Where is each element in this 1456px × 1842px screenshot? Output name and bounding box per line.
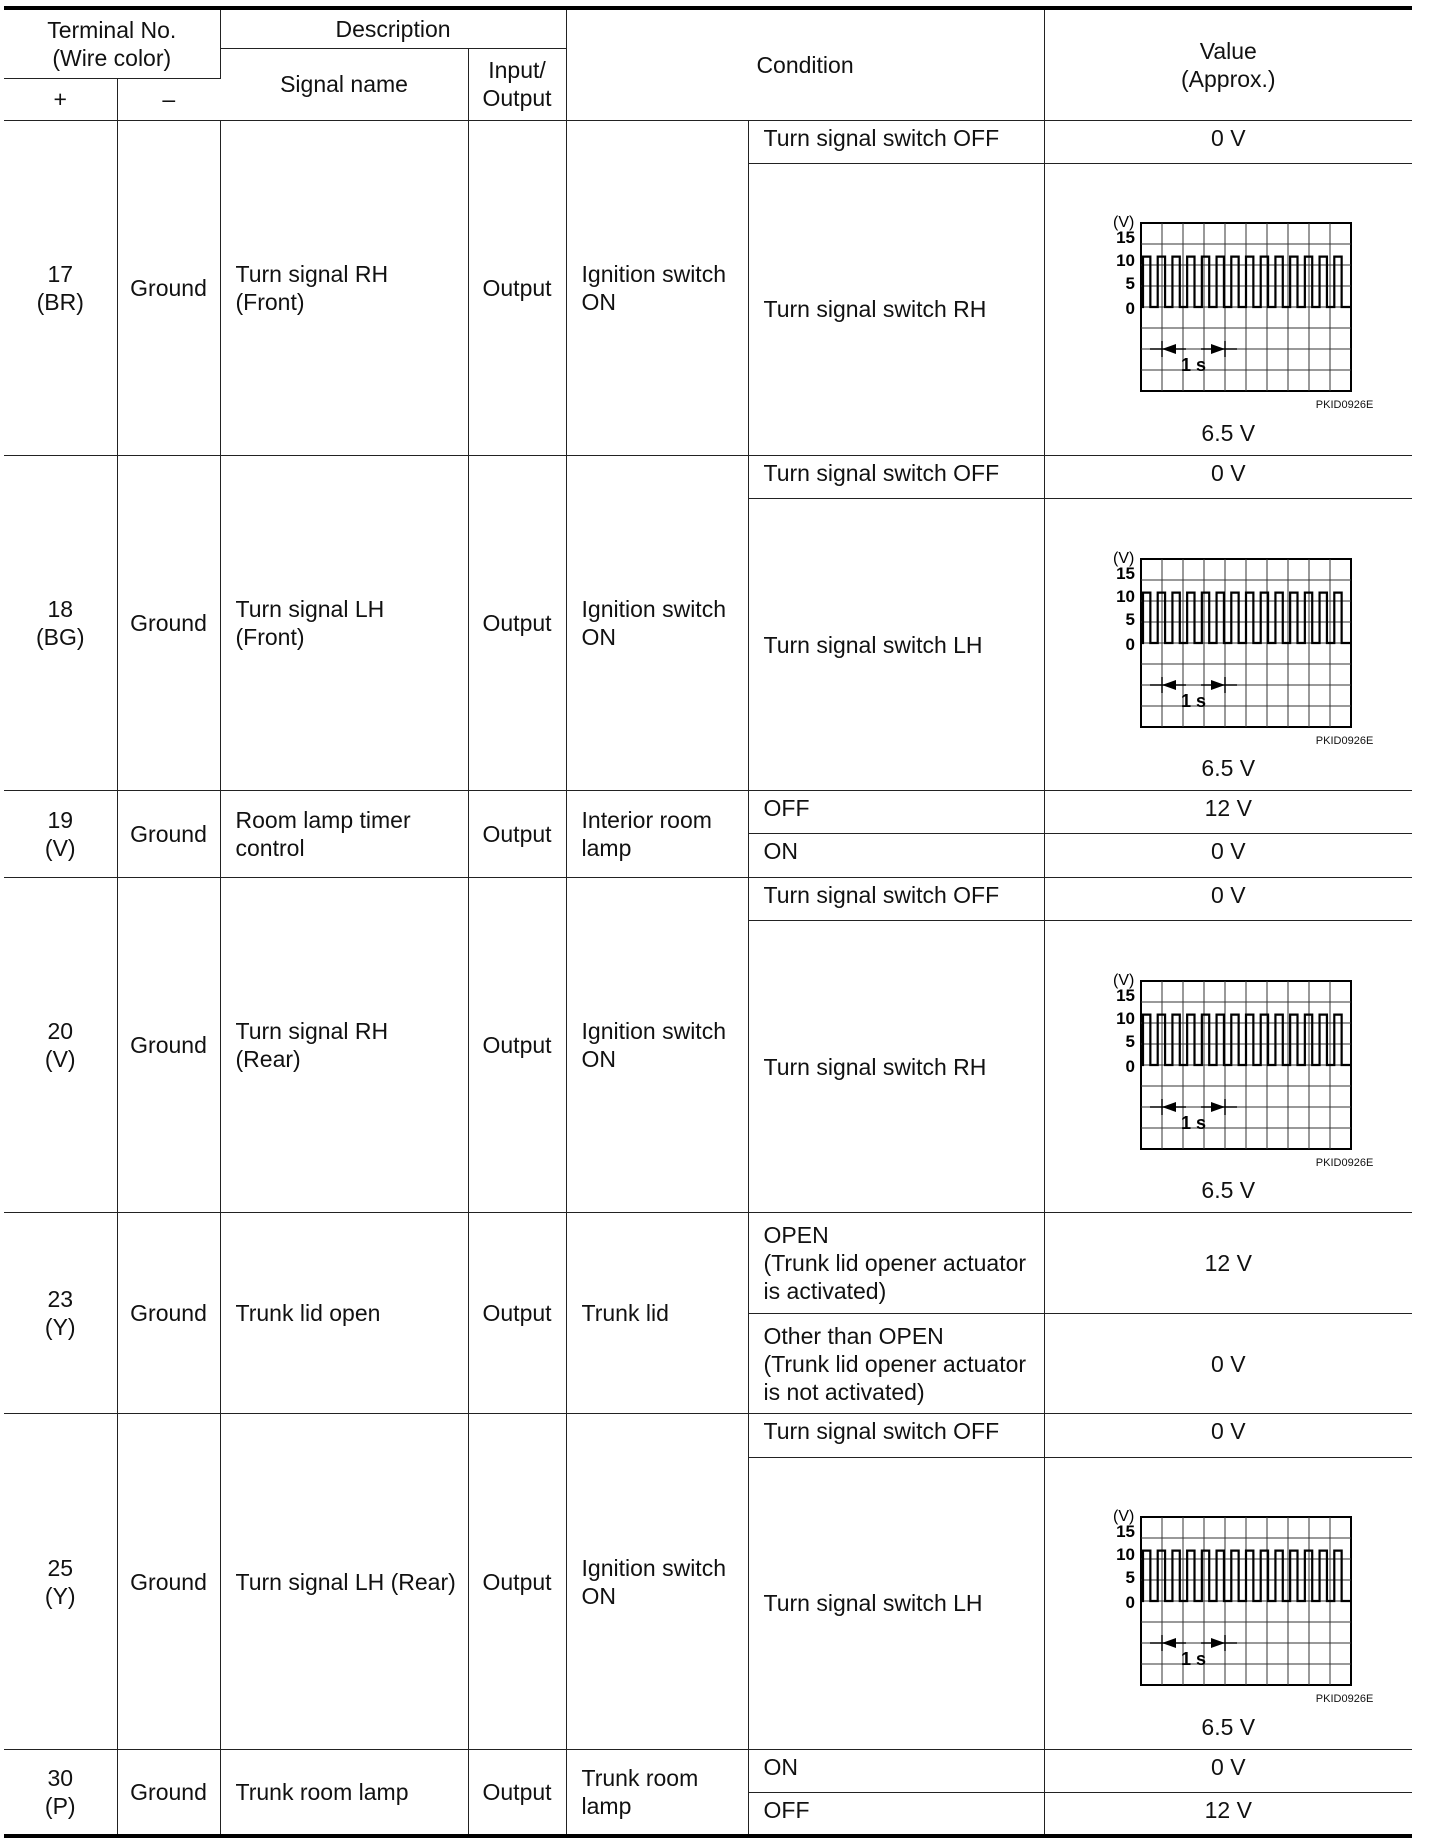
time-scale-arrowhead [1211, 680, 1225, 690]
condition-detail-cell [748, 1313, 1044, 1414]
signal-name-cell [220, 1414, 468, 1749]
condition-detail-text: Turn signal switch OFF [763, 459, 1000, 486]
wire-color: (BG) [35, 623, 85, 650]
value-text: 6.5 V [1201, 755, 1256, 782]
waveform-y-tick-label: 15 [1116, 985, 1136, 1005]
table-row [4, 1749, 1412, 1792]
condition-detail-cell [748, 834, 1044, 877]
terminal-number: 19 [47, 806, 74, 833]
time-scale-arrowhead [1162, 344, 1176, 354]
waveform-time-label: 1 s [1181, 690, 1207, 711]
value-cell [1044, 1414, 1412, 1457]
wire-color: (V) [44, 834, 76, 861]
waveform-signal-trace [1141, 1014, 1351, 1064]
condition-main-cell [566, 455, 748, 790]
input-output-text: Output [482, 609, 552, 636]
input-output-text: Output [482, 1778, 552, 1805]
waveform-y-tick-label: 5 [1125, 1568, 1136, 1588]
value-cell [1044, 921, 1412, 1213]
waveform-figure-code: PKID0926E [1315, 1156, 1374, 1169]
value-text: 0 V [1211, 838, 1246, 865]
waveform-time-label: 1 s [1181, 355, 1207, 376]
waveform-y-tick-label: 15 [1116, 563, 1136, 583]
ground-label: Ground [130, 1300, 207, 1327]
condition-detail-text: Other than OPEN (Trunk lid opener actuator is not activated) [763, 1322, 1027, 1405]
time-scale-arrowhead [1211, 344, 1225, 354]
condition-main-text: Ignition switch [581, 1554, 726, 1581]
waveform-y-tick-label: 0 [1125, 1593, 1136, 1613]
header-terminal-no-label: Terminal No. [47, 16, 177, 43]
condition-detail-text: OPEN (Trunk lid opener actuator is activated) [763, 1221, 1027, 1304]
header-terminal-no [4, 8, 220, 78]
condition-detail-text: Turn signal switch OFF [763, 124, 1000, 151]
table-header [4, 8, 1412, 120]
ground-cell [117, 1749, 220, 1836]
condition-detail-text: Turn signal switch LH [763, 631, 983, 658]
waveform-figure-code: PKID0926E [1315, 1693, 1374, 1706]
value-text: 6.5 V [1201, 419, 1256, 446]
waveform-signal-trace [1141, 592, 1351, 642]
time-scale-arrowhead [1211, 1638, 1225, 1648]
input-output-text: Output [482, 1300, 552, 1327]
waveform-y-tick-label: 10 [1116, 586, 1136, 606]
waveform-y-tick-label: 0 [1125, 299, 1136, 319]
condition-main-text: Trunk lid [581, 1300, 669, 1327]
value-text: 12 V [1204, 795, 1252, 822]
value-text: 6.5 V [1201, 1713, 1256, 1740]
header-approx-label: (Approx.) [1180, 65, 1276, 92]
waveform-unit-label: (V) [1113, 1509, 1135, 1526]
value-cell [1044, 1793, 1412, 1836]
value-text: 0 V [1211, 1753, 1246, 1780]
table-row [4, 455, 1412, 498]
condition-main-text: lamp [581, 834, 632, 861]
input-output-cell [468, 120, 566, 455]
input-output-text: Output [482, 1031, 552, 1058]
condition-detail-cell [748, 1749, 1044, 1792]
input-output-text: Output [482, 274, 552, 301]
signal-name-text: Room lamp timer [235, 806, 411, 833]
signal-name-cell [220, 877, 468, 1212]
time-scale-arrowhead [1162, 680, 1176, 690]
waveform-figure [1083, 215, 1373, 412]
signal-name-text: Turn signal LH (Rear) [235, 1568, 456, 1595]
condition-main-text: Trunk room [581, 1764, 699, 1791]
terminal-number-cell [4, 1213, 117, 1414]
condition-main-cell [566, 1213, 748, 1414]
condition-detail-cell [748, 499, 1044, 791]
value-cell [1044, 1313, 1412, 1414]
wire-color: (P) [44, 1792, 76, 1819]
condition-detail-text: Turn signal switch RH [763, 296, 987, 323]
input-output-cell [468, 791, 566, 878]
waveform-figure [1083, 973, 1373, 1170]
waveform-y-tick-label: 0 [1125, 1056, 1136, 1076]
header-wire-color-label: (Wire color) [52, 44, 172, 71]
value-text: 0 V [1211, 881, 1246, 908]
input-output-text: Output [482, 1568, 552, 1595]
header-condition: Condition [566, 8, 1044, 120]
condition-detail-text: ON [763, 1753, 799, 1780]
turn-signal-waveform-chart [1103, 551, 1353, 731]
header-signal-name: Signal name [220, 48, 468, 120]
ground-label: Ground [130, 1568, 207, 1595]
waveform-figure-code: PKID0926E [1315, 399, 1374, 412]
terminal-number: 23 [47, 1286, 74, 1313]
value-cell [1044, 163, 1412, 455]
signal-name-text: Turn signal LH (Front) [235, 595, 385, 650]
ground-cell [117, 120, 220, 455]
waveform-y-tick-label: 5 [1125, 274, 1136, 294]
condition-main-text: Ignition switch [581, 260, 726, 287]
header-input-output [468, 48, 566, 120]
waveform-figure [1083, 1509, 1373, 1706]
signal-name-text: Trunk room lamp [235, 1778, 409, 1805]
condition-detail-cell [748, 120, 1044, 163]
ground-label: Ground [130, 1031, 207, 1058]
condition-detail-cell [748, 163, 1044, 455]
input-output-cell [468, 1213, 566, 1414]
terminal-number: 25 [47, 1554, 74, 1581]
value-text: 0 V [1211, 1418, 1246, 1445]
input-output-cell [468, 455, 566, 790]
value-text: 6.5 V [1201, 1177, 1256, 1204]
input-output-cell [468, 877, 566, 1212]
value-text: 12 V [1204, 1797, 1252, 1824]
condition-detail-cell [748, 1793, 1044, 1836]
condition-main-cell [566, 120, 748, 455]
condition-main-text: Ignition switch [581, 1017, 726, 1044]
terminal-number-cell [4, 1749, 117, 1836]
header-minus: – [117, 78, 220, 120]
waveform-time-label: 1 s [1181, 1649, 1207, 1670]
condition-detail-text: Turn signal switch LH [763, 1590, 983, 1617]
condition-main-cell [566, 1414, 748, 1749]
terminal-number: 20 [47, 1017, 74, 1044]
terminal-number-cell [4, 120, 117, 455]
value-text: 0 V [1211, 459, 1246, 486]
signal-name-text: (Front) [235, 288, 305, 315]
condition-detail-text: OFF [763, 1797, 810, 1824]
condition-detail-text: Turn signal switch RH [763, 1053, 987, 1080]
condition-detail-text: ON [763, 838, 799, 865]
waveform-y-tick-label: 10 [1116, 1008, 1136, 1028]
value-cell [1044, 1213, 1412, 1314]
condition-detail-text: OFF [763, 795, 810, 822]
table-row [4, 1414, 1412, 1457]
value-text: 12 V [1204, 1249, 1252, 1276]
wire-color: (BR) [36, 288, 84, 315]
header-description: Description [220, 8, 566, 48]
waveform-y-tick-label: 0 [1125, 634, 1136, 654]
time-scale-arrowhead [1162, 1102, 1176, 1112]
terminal-number-cell [4, 877, 117, 1212]
value-cell [1044, 120, 1412, 163]
ground-label: Ground [130, 609, 207, 636]
waveform-unit-label: (V) [1113, 215, 1135, 232]
terminal-value-table [4, 6, 1412, 1838]
value-cell [1044, 877, 1412, 920]
waveform-time-label: 1 s [1181, 1112, 1207, 1133]
condition-detail-cell [748, 455, 1044, 498]
signal-name-cell [220, 1213, 468, 1414]
wire-color: (V) [44, 1045, 76, 1072]
waveform-figure [1083, 551, 1373, 748]
value-cell [1044, 791, 1412, 834]
waveform-y-tick-label: 15 [1116, 228, 1136, 248]
terminal-number-cell [4, 455, 117, 790]
wire-color: (Y) [44, 1582, 76, 1609]
ground-label: Ground [130, 820, 207, 847]
turn-signal-waveform-chart [1103, 1509, 1353, 1689]
table-row [4, 120, 1412, 163]
header-input-label: Input/ [488, 56, 546, 83]
condition-detail-cell [748, 921, 1044, 1213]
waveform-y-tick-label: 5 [1125, 609, 1136, 629]
waveform-y-tick-label: 5 [1125, 1031, 1136, 1051]
table-row [4, 791, 1412, 834]
ground-cell [117, 455, 220, 790]
signal-name-cell [220, 120, 468, 455]
turn-signal-waveform-chart [1103, 973, 1353, 1153]
terminal-number: 17 [47, 260, 74, 287]
signal-name-cell [220, 455, 468, 790]
condition-main-text: lamp [581, 1792, 632, 1819]
condition-main-cell [566, 877, 748, 1212]
input-output-cell [468, 1749, 566, 1836]
condition-detail-cell [748, 877, 1044, 920]
condition-main-text: Interior room [581, 806, 712, 833]
header-value [1044, 8, 1412, 120]
terminal-number: 18 [47, 595, 74, 622]
table-body [4, 120, 1412, 1836]
waveform-signal-trace [1141, 1551, 1351, 1601]
header-value-label: Value [1199, 37, 1257, 64]
signal-name-text: control [235, 834, 305, 861]
value-cell [1044, 455, 1412, 498]
waveform-signal-trace [1141, 257, 1351, 307]
condition-main-text: Ignition switch [581, 595, 726, 622]
signal-name-text: Trunk lid open [235, 1300, 381, 1327]
input-output-cell [468, 1414, 566, 1749]
ground-cell [117, 1213, 220, 1414]
condition-main-cell [566, 1749, 748, 1836]
value-cell [1044, 834, 1412, 877]
value-cell [1044, 1749, 1412, 1792]
condition-main-text: ON [581, 1582, 617, 1609]
terminal-number-cell [4, 791, 117, 878]
value-cell [1044, 499, 1412, 791]
signal-name-cell [220, 1749, 468, 1836]
condition-main-text: ON [581, 623, 617, 650]
turn-signal-waveform-chart [1103, 215, 1353, 395]
value-text: 0 V [1211, 124, 1246, 151]
time-scale-arrowhead [1162, 1638, 1176, 1648]
waveform-y-tick-label: 10 [1116, 251, 1136, 271]
condition-main-text: ON [581, 1045, 617, 1072]
waveform-figure-code: PKID0926E [1315, 734, 1374, 747]
waveform-y-tick-label: 15 [1116, 1522, 1136, 1542]
table-row [4, 877, 1412, 920]
condition-detail-cell [748, 791, 1044, 834]
ground-label: Ground [130, 274, 207, 301]
terminal-number-cell [4, 1414, 117, 1749]
wire-color: (Y) [44, 1314, 76, 1341]
condition-detail-cell [748, 1213, 1044, 1314]
signal-name-cell [220, 791, 468, 878]
ground-cell [117, 1414, 220, 1749]
header-plus: + [4, 78, 117, 120]
signal-name-text: Turn signal RH [235, 260, 389, 287]
header-output-label: Output [482, 85, 552, 111]
condition-main-cell [566, 791, 748, 878]
waveform-unit-label: (V) [1113, 972, 1135, 989]
value-cell [1044, 1457, 1412, 1749]
condition-detail-cell [748, 1457, 1044, 1749]
input-output-text: Output [482, 820, 552, 847]
terminal-table-sheet [4, 6, 1412, 1838]
ground-cell [117, 877, 220, 1212]
waveform-y-tick-label: 10 [1116, 1545, 1136, 1565]
ground-cell [117, 791, 220, 878]
waveform-unit-label: (V) [1113, 550, 1135, 567]
value-text: 0 V [1211, 1350, 1246, 1377]
terminal-number: 30 [47, 1764, 74, 1791]
condition-detail-text: Turn signal switch OFF [763, 1418, 1000, 1445]
time-scale-arrowhead [1211, 1102, 1225, 1112]
condition-main-text: ON [581, 288, 617, 315]
ground-label: Ground [130, 1778, 207, 1805]
table-row [4, 1213, 1412, 1314]
condition-detail-cell [748, 1414, 1044, 1457]
condition-detail-text: Turn signal switch OFF [763, 881, 1000, 908]
signal-name-text: Turn signal RH (Rear) [235, 1017, 389, 1072]
